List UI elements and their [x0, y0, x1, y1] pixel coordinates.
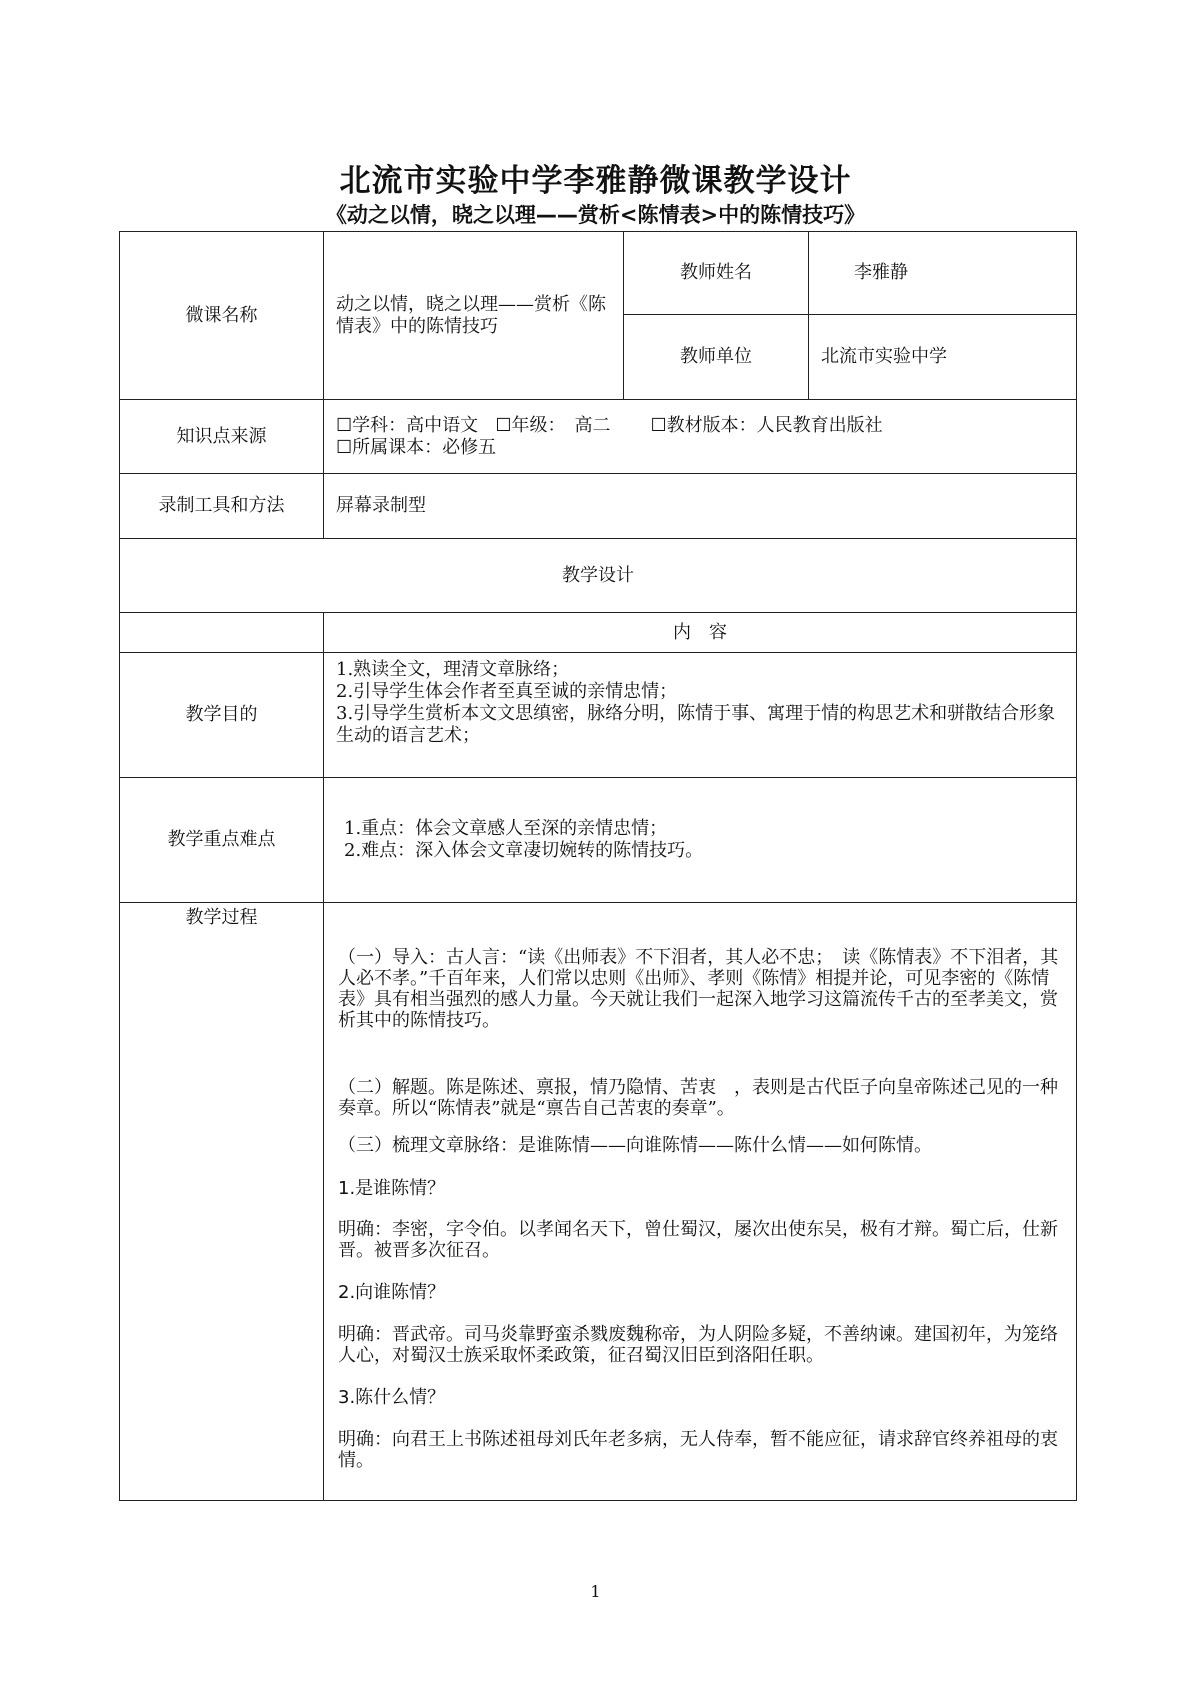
key-item: 1.重点：体会文章感人至深的亲情忠情；	[344, 818, 668, 839]
process-outline: （三）梳理文章脉络：是谁陈情——向谁陈情——陈什么情——如何陈情。	[338, 1135, 932, 1156]
question-3: 3.陈什么情？	[338, 1387, 446, 1408]
source-value	[324, 400, 1077, 474]
tools-value: 屏幕录制型	[324, 474, 1077, 539]
question-2: 2.向谁陈情？	[338, 1282, 446, 1303]
design-table	[119, 231, 1077, 1501]
tools-label: 录制工具和方法	[120, 474, 324, 539]
content-header-blank	[120, 613, 324, 653]
source-grade: ☐年级： 高二	[495, 414, 611, 436]
page-number: 1	[590, 1582, 601, 1601]
source-lesson: ☐所属课本：必修五	[336, 436, 497, 458]
answer-3: 明确：向君王上书陈述祖母刘氏年老多病，无人侍奉，暂不能应征，请求辞官终养祖母的衷情。	[338, 1429, 1058, 1471]
page-title: 北流市实验中学李雅静微课教学设计	[339, 163, 852, 199]
content-header: 内 容	[324, 613, 1077, 653]
process-intro: （一）导入：古人言：“读《出师表》不下泪者，其人必不忠； 读《陈情表》不下泪者，其人必不孝。”千百年来，人们常以忠则《出师》、孝则《陈情》相提并论，可见李密的《陈情表》具有相当强烈的感人力量。今天就让我们一起深入地学习这篇流传千古的至孝美文，赏析其中的陈情技巧。	[338, 947, 1059, 1031]
key-label: 教学重点难点	[120, 778, 324, 903]
design-header: 教学设计	[120, 539, 1077, 613]
teacher-unit-label: 教师单位	[624, 315, 809, 400]
key-item: 2.难点：深入体会文章凄切婉转的陈情技巧。	[344, 840, 704, 861]
key-value	[324, 778, 1077, 903]
page-subtitle: 《动之以情，晓之以理——赏析<陈情表>中的陈情技巧》	[325, 203, 866, 227]
process-body	[324, 903, 1077, 1501]
source-textbook: ☐教材版本：人民教育出版社	[650, 414, 883, 436]
source-label: 知识点来源	[120, 400, 324, 474]
answer-1: 明确：李密，字令伯。以孝闻名天下，曾仕蜀汉，屡次出使东吴，极有才辩。蜀亡后，仕新晋。被晋多次征召。	[338, 1219, 1058, 1261]
goal-label: 教学目的	[120, 653, 324, 778]
teacher-name-label: 教师姓名	[624, 232, 809, 315]
process-explain: （二）解题。陈是陈述、禀报，情乃隐情、苦衷 ，表则是古代臣子向皇帝陈述己见的一种奏章。所以“陈情表”就是“禀告自己苦衷的奏章”。	[338, 1077, 1058, 1119]
goal-item: 1.熟读全文，理清文章脉络；	[336, 659, 570, 680]
teacher-name-value: 李雅静	[809, 232, 1077, 315]
goal-item: 2.引导学生体会作者至真至诚的亲情忠情；	[336, 681, 678, 702]
course-name-label: 微课名称	[120, 232, 324, 400]
goal-value	[324, 653, 1077, 778]
goal-item: 3.引导学生赏析本文文思缜密，脉络分明，陈情于事、寓理于情的构思艺术和骈散结合形象生动的语言艺术；	[336, 703, 1056, 746]
course-name-value: 动之以情，晓之以理——赏析《陈情表》中的陈情技巧	[324, 232, 624, 400]
source-subject: ☐学科：高中语文	[336, 414, 479, 436]
teacher-unit-value: 北流市实验中学	[809, 315, 1077, 400]
process-label: 教学过程	[120, 903, 324, 1501]
answer-2: 明确：晋武帝。司马炎靠野蛮杀戮废魏称帝，为人阴险多疑，不善纳谏。建国初年，为笼络人心，对蜀汉士族采取怀柔政策，征召蜀汉旧臣到洛阳任职。	[338, 1324, 1058, 1366]
question-1: 1.是谁陈情？	[338, 1178, 446, 1199]
